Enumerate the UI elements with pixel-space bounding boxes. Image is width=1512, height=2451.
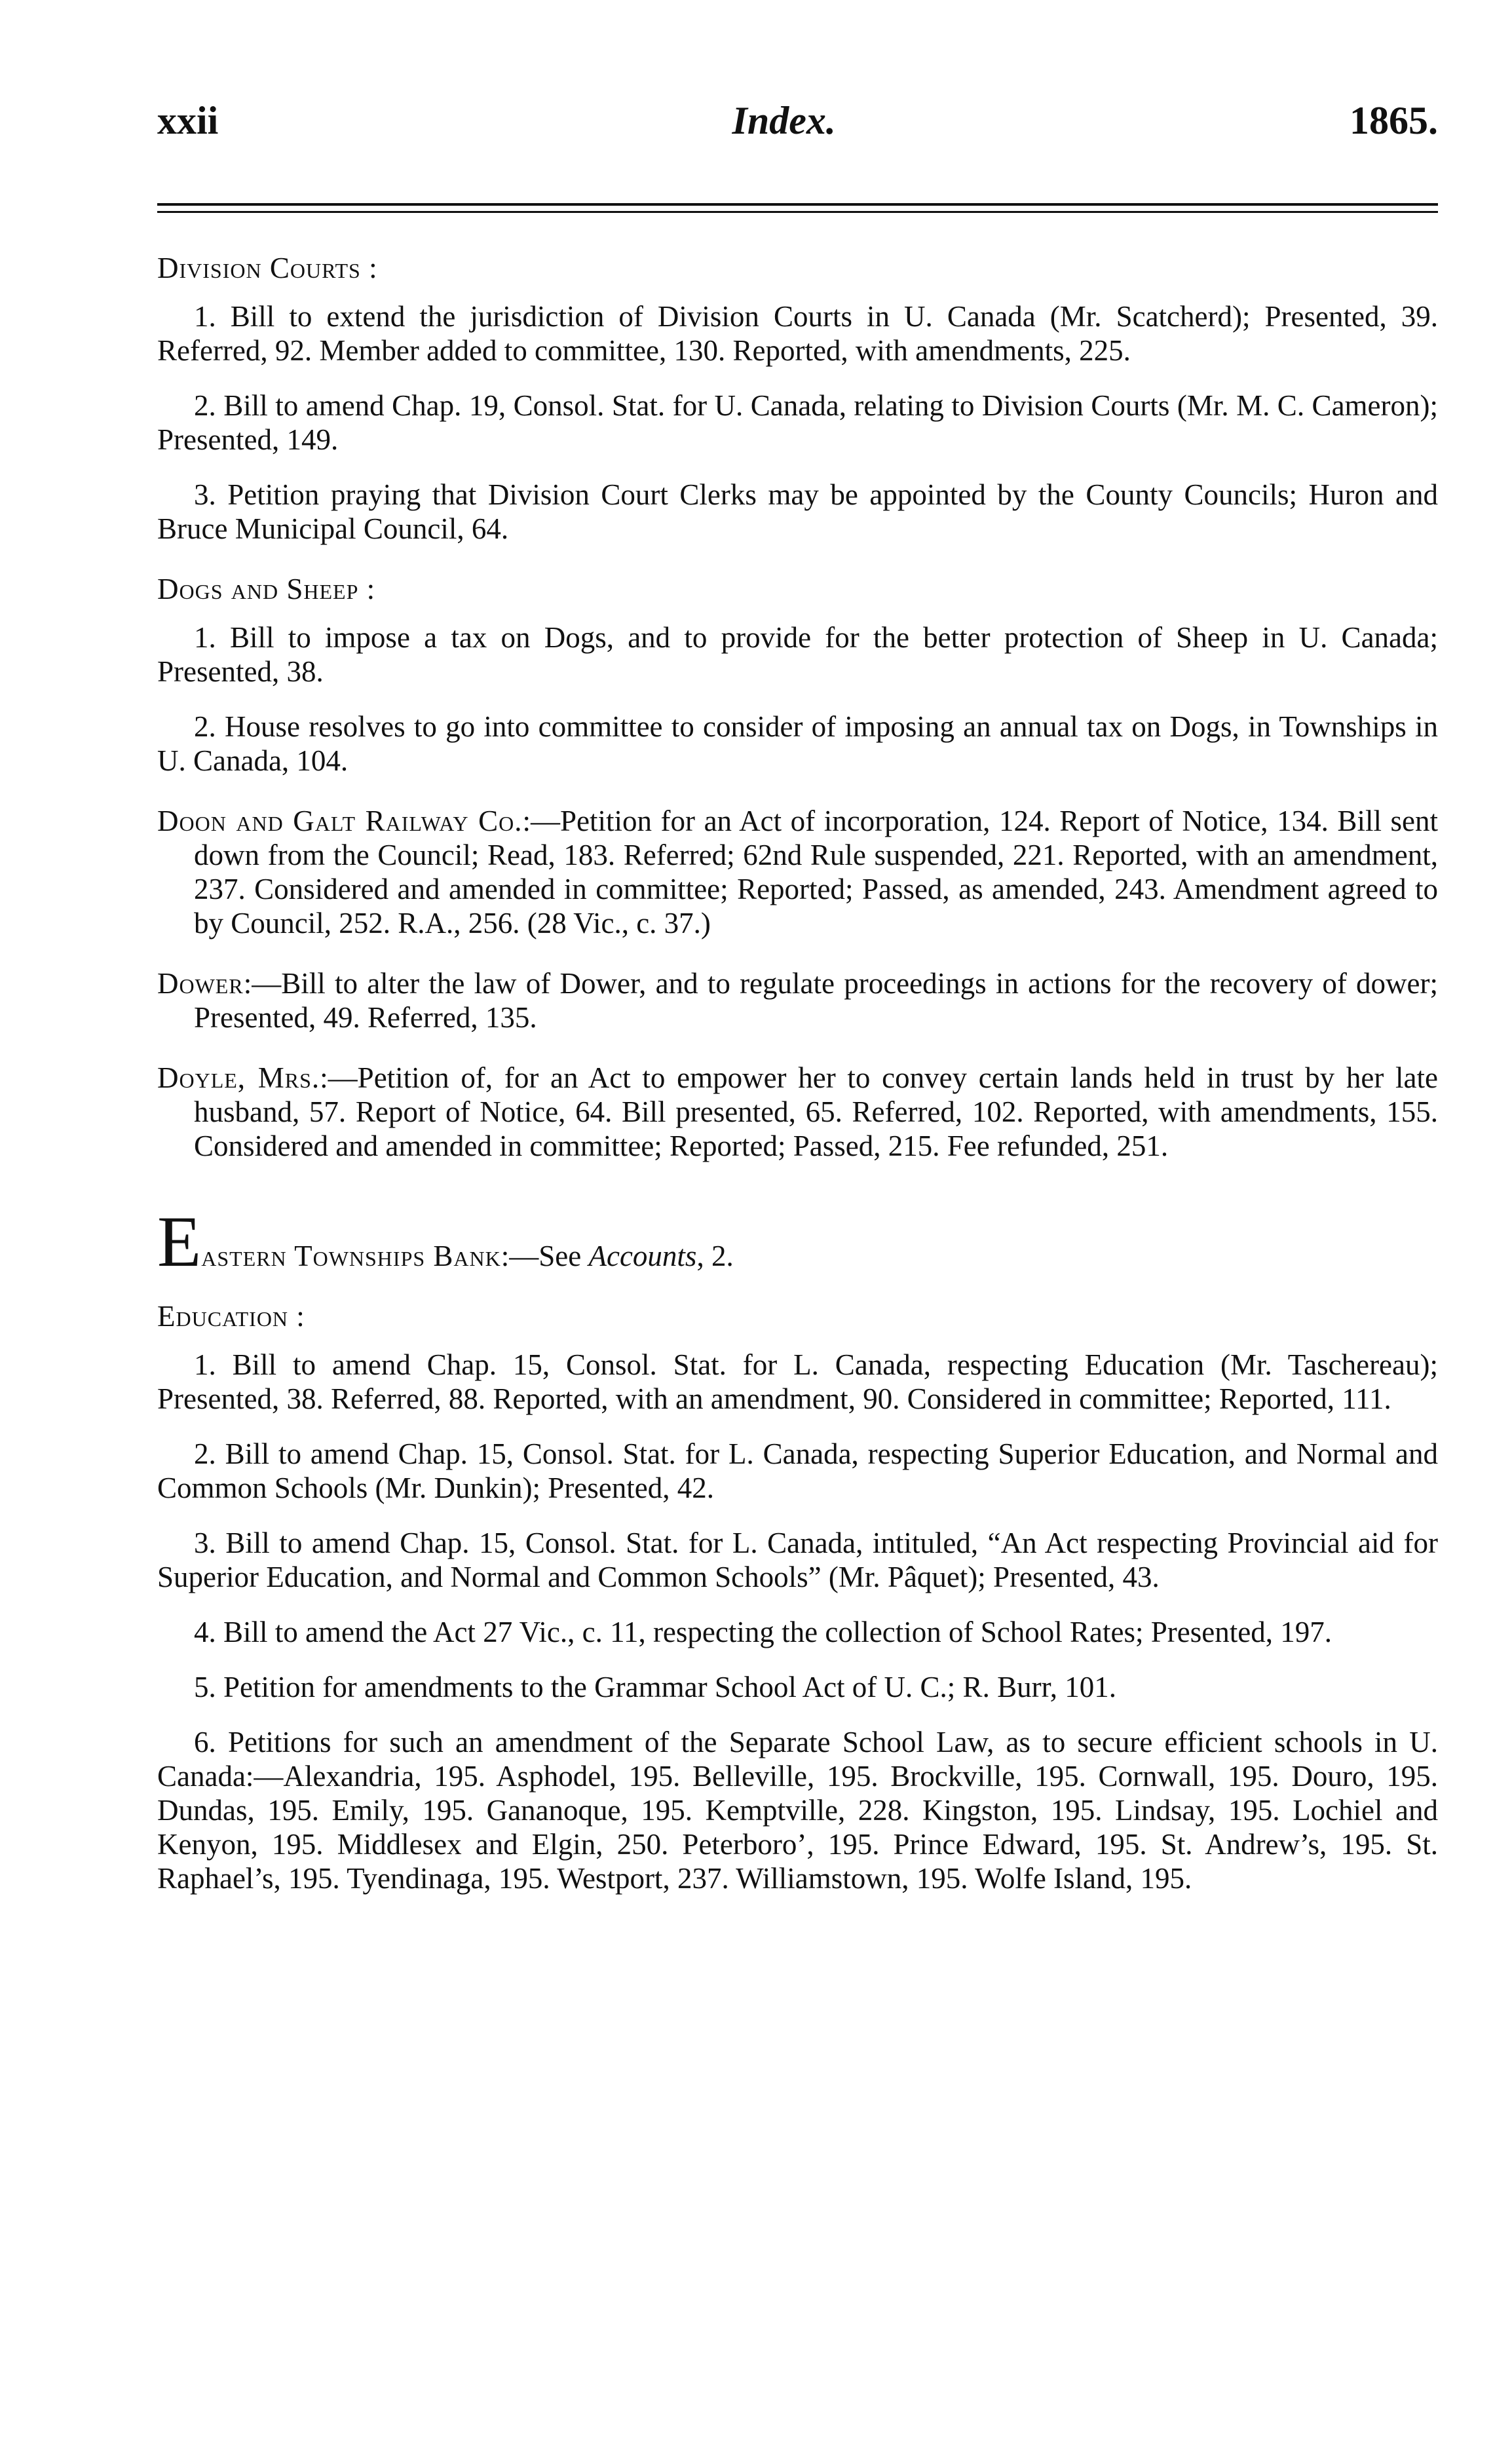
page-header	[157, 98, 1438, 170]
entry-heading: Doon and Galt Railway Co.	[157, 805, 523, 837]
entry-division-courts	[157, 251, 1438, 546]
entry-item: 6. Petitions for such an amendment of the Separate School Law, as to secure efficient schools in U. Canada:—Alexandria, 195. Asphodel, 195. Belleville, 195. Brockville, 195. Cornwall, 195. Douro, 195. Dundas, 195. Emily, 195. Gananoque, 195. Kemptville, 228. Kingston, 195. Lindsay, 195. Lochiel and Kenyon, 195. Middlesex and Elgin, 250. Peterboro’, 195. Prince Edward, 195. St. Andrew’s, 195. St. Raphael’s, 195. Tyendinaga, 195. Westport, 237. Williamstown, 195. Wolfe Island, 195.	[157, 1726, 1438, 1895]
entry-education	[157, 1299, 1438, 1895]
entry-item: 2. Bill to amend Chap. 15, Consol. Stat. for L. Canada, respecting Superior Education, and Normal and Common Schools (Mr. Dunkin); Presented, 42.	[157, 1437, 1438, 1504]
index-page	[157, 98, 1438, 1922]
entry-text: :—Petition for an Act of incorporation, 124. Report of Notice, 134. Bill sent down from the Council; Read, 183. Referred; 62nd Rule suspended, 221. Reported, with an amendment, 237. Considered and amended in committee; Reported; Passed, as amended, 243. Amendment agreed to by Council, 252. R.A., 256. (28 Vic., c. 37.)	[194, 805, 1439, 940]
entry-dogs-and-sheep	[157, 572, 1438, 778]
cross-reference-number: , 2.	[696, 1240, 734, 1272]
entry-eastern-townships-bank	[157, 1202, 1438, 1282]
entry-see: :—See	[501, 1240, 589, 1272]
entry-doon-and-galt-railway	[157, 804, 1438, 940]
entry-item: 1. Bill to extend the jurisdiction of Division Courts in U. Canada (Mr. Scatcherd); Presented, 39. Referred, 92. Member added to committee, 130. Reported, with amendments, 225.	[157, 300, 1438, 367]
entry-item: 2. House resolves to go into committee to consider of imposing an annual tax on Dogs, in Townships in U. Canada, 104.	[157, 710, 1438, 777]
entry-heading: astern Townships Bank	[201, 1240, 501, 1272]
page-year: 1865.	[1349, 99, 1438, 142]
section-initial-letter: E	[157, 1202, 202, 1282]
header-rule	[157, 203, 1438, 206]
entry-item: 2. Bill to amend Chap. 19, Consol. Stat. for U. Canada, relating to Division Courts (Mr. M. C. Cameron); Presented, 149.	[157, 389, 1438, 456]
header-rule-secondary	[157, 211, 1438, 213]
entry-item: 5. Petition for amendments to the Grammar School Act of U. C.; R. Burr, 101.	[194, 1671, 1117, 1703]
entry-item: 1. Bill to amend Chap. 15, Consol. Stat. for L. Canada, respecting Education (Mr. Taschereau); Presented, 38. Referred, 88. Reported, with an amendment, 90. Considered in committee; Reported, 111.	[157, 1348, 1438, 1415]
entry-item: 3. Petition praying that Division Court Clerks may be appointed by the County Councils; Huron and Bruce Municipal Council, 64.	[157, 478, 1438, 545]
entry-item: 4. Bill to amend the Act 27 Vic., c. 11, respecting the collection of School Rates; Presented, 197.	[194, 1616, 1332, 1648]
entry-item: 3. Bill to amend Chap. 15, Consol. Stat. for L. Canada, intituled, “An Act respecting Provincial aid for Superior Education, and Normal and Common Schools” (Mr. Pâquet); Presented, 43.	[157, 1527, 1438, 1593]
cross-reference: Accounts	[588, 1240, 697, 1272]
entry-heading: Dower	[157, 967, 244, 1000]
page-number: xxii	[157, 99, 219, 142]
entry-text: :—Petition of, for an Act to empower her to convey certain lands held in trust by her late husband, 57. Report of Notice, 64. Bill presented, 65. Referred, 102. Reported, with amendments, 155. Considered and amended in committee; Reported; Passed, 215. Fee refunded, 251.	[194, 1061, 1438, 1162]
entry-dower	[157, 966, 1438, 1035]
entry-text: :—Bill to alter the law of Dower, and to regulate proceedings in actions for the recovery of dower; Presented, 49. Referred, 135.	[194, 967, 1438, 1034]
entry-heading: Education :	[157, 1300, 305, 1333]
entry-heading: Doyle, Mrs.	[157, 1061, 320, 1094]
entry-heading: Dogs and Sheep :	[157, 573, 376, 605]
page-title: Index.	[732, 99, 836, 142]
entry-heading: Division Courts :	[157, 252, 378, 284]
entry-item: 1. Bill to impose a tax on Dogs, and to provide for the better protection of Sheep in U. Canada; Presented, 38.	[157, 621, 1438, 688]
entry-doyle	[157, 1061, 1438, 1163]
